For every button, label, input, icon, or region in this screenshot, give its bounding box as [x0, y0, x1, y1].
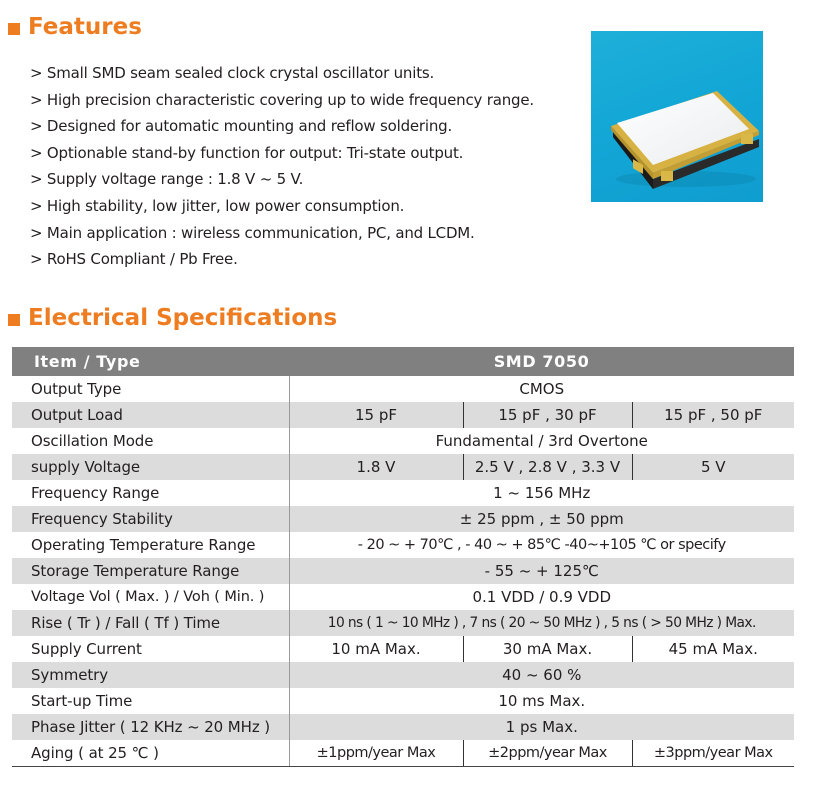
table-row — [12, 480, 794, 506]
bullet-square-icon — [8, 314, 20, 326]
row-value: 10 mA Max. — [289, 636, 463, 662]
row-label: Frequency Stability — [12, 506, 289, 532]
feature-item: > Supply voltage range : 1.8 V ~ 5 V. — [30, 170, 304, 189]
row-label: Output Type — [12, 376, 289, 402]
feature-item: > Designed for automatic mounting and reflow soldering. — [30, 117, 453, 136]
row-label: Start-up Time — [12, 688, 289, 714]
feature-item: > Main application : wireless communication, PC, and LCDM. — [30, 223, 475, 242]
table-row — [12, 428, 794, 454]
row-label: Voltage Vol ( Max. ) / Voh ( Min. ) — [12, 584, 289, 610]
smd-oscillator-image — [591, 31, 763, 202]
row-value: 15 pF — [289, 402, 463, 428]
row-label: supply Voltage — [12, 454, 289, 480]
row-value: 1 ps Max. — [289, 714, 794, 740]
row-value: 15 pF , 50 pF — [632, 402, 794, 428]
specs-heading — [8, 305, 337, 331]
row-label: Symmetry — [12, 662, 289, 688]
row-value: ± 25 ppm , ± 50 ppm — [289, 506, 794, 532]
specs-title: Electrical Specifications — [28, 305, 338, 331]
row-value: ±1ppm/year Max — [289, 740, 463, 767]
row-label: Supply Current — [12, 636, 289, 662]
table-row — [12, 662, 794, 688]
feature-item: > Optionable stand-by function for output: Tri-state output. — [30, 143, 464, 162]
row-label: Oscillation Mode — [12, 428, 289, 454]
header-item-type: Item / Type — [12, 347, 289, 376]
feature-item: > High stability, low jitter, low power consumption. — [30, 196, 405, 215]
table-row — [12, 376, 794, 402]
table-row — [12, 506, 794, 532]
table-row — [12, 454, 794, 480]
row-value: - 20 ~ + 70℃ , - 40 ~ + 85℃ -40~+105 ℃ or specify — [357, 537, 726, 553]
row-value: 1 ~ 156 MHz — [493, 484, 591, 502]
row-value: 30 mA Max. — [463, 636, 632, 662]
header-model: SMD 7050 — [289, 347, 794, 376]
table-row — [12, 740, 794, 767]
feature-item: > High precision characteristic covering up to wide frequency range. — [30, 90, 534, 109]
feature-item: > Small SMD seam sealed clock crystal oscillator units. — [30, 64, 435, 82]
row-value: 1.8 V — [289, 454, 463, 480]
table-row — [12, 402, 794, 428]
row-label: Output Load — [12, 402, 289, 428]
table-row — [12, 584, 794, 610]
row-value: 2.5 V , 2.8 V , 3.3 V — [463, 454, 632, 480]
row-value: 10 ns ( 1 ~ 10 MHz ) , 7 ns ( 20 ~ 50 MHz ) , 5 ns ( > 50 MHz ) Max. — [289, 610, 794, 636]
bullet-square-icon — [8, 23, 20, 35]
row-value: 15 pF , 30 pF — [463, 402, 632, 428]
features-list — [30, 60, 534, 273]
row-label: Operating Temperature Range — [12, 532, 289, 558]
row-value: CMOS — [519, 380, 565, 398]
table-header-row — [12, 347, 794, 376]
features-title: Features — [28, 14, 142, 40]
table-row — [12, 636, 794, 662]
row-label: Phase Jitter ( 12 KHz ~ 20 MHz ) — [12, 714, 289, 740]
product-photo — [591, 31, 763, 202]
row-value: 5 V — [632, 454, 794, 480]
row-label: Rise ( Tr ) / Fall ( Tf ) Time — [12, 610, 289, 636]
row-label: Storage Temperature Range — [12, 558, 289, 584]
row-value: 10 ms Max. — [498, 692, 586, 710]
row-value: ±3ppm/year Max — [632, 740, 794, 767]
table-row — [12, 714, 794, 740]
row-label: Frequency Range — [12, 480, 289, 506]
table-row — [12, 558, 794, 584]
spec-table — [12, 347, 794, 767]
table-row — [12, 688, 794, 714]
features-heading — [8, 14, 142, 40]
row-value: - 55 ~ + 125℃ — [289, 558, 794, 584]
row-value: Fundamental / 3rd Overtone — [435, 432, 648, 450]
row-value: ±2ppm/year Max — [463, 740, 632, 767]
table-row — [12, 610, 794, 636]
row-value: 40 ~ 60 % — [289, 662, 794, 688]
row-value: 0.1 VDD / 0.9 VDD — [472, 588, 612, 606]
feature-item: > RoHS Compliant / Pb Free. — [30, 250, 238, 269]
row-value: 45 mA Max. — [668, 640, 758, 658]
row-label: Aging ( at 25 ℃ ) — [12, 740, 289, 767]
table-row — [12, 532, 794, 558]
